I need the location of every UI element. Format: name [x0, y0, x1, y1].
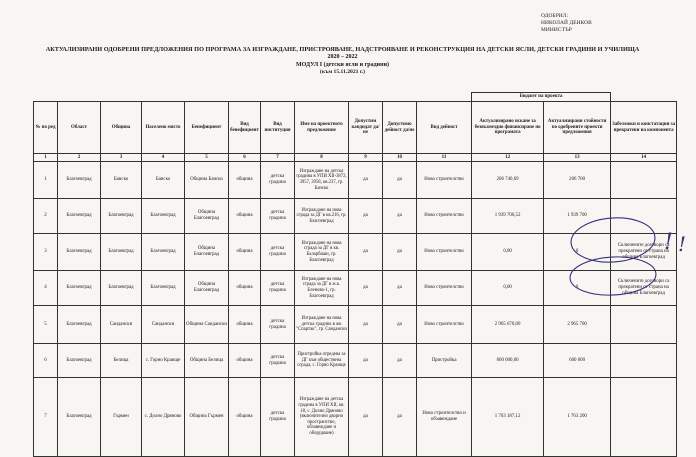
- exclamation-mark-row4: !: [678, 232, 687, 256]
- cell-region: Благоевград: [58, 378, 101, 457]
- cell-activity-type: Ново строителство: [417, 234, 472, 271]
- column-number: 1: [34, 154, 58, 162]
- cell-notes: Сключените договори са прекратени от страна на община Благоевград: [611, 234, 677, 271]
- cell-eligible-applicant: да: [349, 271, 383, 306]
- cell-beneficiary: Община Благоевград: [185, 234, 229, 271]
- column-header: Допустим кандидат да/не: [349, 102, 383, 154]
- column-number: 4: [142, 154, 185, 162]
- cell-institution-type: детска градина: [261, 306, 295, 344]
- cell-project-name: Изграждане на нова детска градина в жк "Спартак", гр. Сандански: [295, 306, 349, 344]
- document-module: МОДУЛ I (детски ясли и градини): [295, 61, 390, 68]
- cell-municipality: Банско: [101, 162, 142, 199]
- cell-settlement: Сандански: [142, 306, 185, 344]
- approval-label: ОДОБРИЛ:: [541, 13, 569, 19]
- cell-activity-type: Ново строителство: [417, 199, 472, 234]
- cell-region: Благоевград: [58, 162, 101, 199]
- cell-beneficiary: Община Благоевград: [185, 271, 229, 306]
- cell-eligible-activity: да: [383, 271, 417, 306]
- cell-eligible-applicant: да: [349, 344, 383, 378]
- column-number: 8: [295, 154, 349, 162]
- column-number: 6: [229, 154, 261, 162]
- cell-institution-type: детска градина: [261, 378, 295, 457]
- cell-beneficiary-type: община: [229, 378, 261, 457]
- cell-project-name: Изграждане на детска градина в УПИ XII-3872, 3957, 3958, кв.237, гр. Банско: [295, 162, 349, 199]
- document-period: 2020 – 2022: [327, 54, 358, 60]
- cell-activity-type: Пристройка: [417, 344, 472, 378]
- column-header: Забележки и констатации за прекратени на компонента: [611, 102, 677, 154]
- approver-position: МИНИСТЪР: [541, 27, 572, 34]
- cell-eligible-activity: да: [383, 344, 417, 378]
- cell-project-name: Изграждане на детска градина в УПИ XII, кв. 18, с. Долно Дряново (включително дворно пространство, обзавеждане и оборудване): [295, 378, 349, 457]
- exclamation-mark-row3: !: [664, 230, 673, 255]
- cell-row-number: 2: [34, 199, 58, 234]
- cell-eligible-activity: да: [383, 162, 417, 199]
- circle-annotation-row4: [569, 255, 657, 297]
- cell-municipality: Белица: [101, 344, 142, 378]
- cell-project-name: Изграждане на нова сграда за ДГ в ж.к. Еленово-1, гр. Благоевград: [295, 271, 349, 306]
- cell-settlement: Банско: [142, 162, 185, 199]
- cell-beneficiary-type: община: [229, 199, 261, 234]
- cell-beneficiary-type: община: [229, 306, 261, 344]
- column-number: 3: [101, 154, 142, 162]
- cell-eligible-activity: да: [383, 234, 417, 271]
- cell-institution-type: детска градина: [261, 234, 295, 271]
- cell-approved-value: 206 700: [544, 162, 611, 199]
- column-header: Допустимо дейност да/не: [383, 102, 417, 154]
- column-header: Актуализирано искане за безвъзмездно финансиране по програмата: [472, 102, 544, 154]
- cell-settlement: Благоевград: [142, 271, 185, 306]
- cell-institution-type: детска градина: [261, 162, 295, 199]
- cell-institution-type: детска градина: [261, 344, 295, 378]
- cell-municipality: Благоевград: [101, 234, 142, 271]
- column-header: Актуализирани стойности по одобрените проекти предложения: [544, 102, 611, 154]
- column-header: Вид дейност: [417, 102, 472, 154]
- cell-eligible-activity: да: [383, 306, 417, 344]
- cell-requested-funding: 2 965 670,00: [472, 306, 544, 344]
- column-header: Бенефициент: [185, 102, 229, 154]
- cell-municipality: Благоевград: [101, 199, 142, 234]
- cell-beneficiary: Община Гърмен: [185, 378, 229, 457]
- cell-project-name: Пристройка отредена за ДГ към обществена сграда, с. Горно Краище: [295, 344, 349, 378]
- column-header: Област: [58, 102, 101, 154]
- cell-approved-value: 2 965 700: [544, 306, 611, 344]
- cell-beneficiary: Община Благоевград: [185, 199, 229, 234]
- cell-requested-funding: 1 763 187,12: [472, 378, 544, 457]
- cell-requested-funding: 600 000,00: [472, 344, 544, 378]
- cell-municipality: Сандански: [101, 306, 142, 344]
- cell-beneficiary-type: община: [229, 271, 261, 306]
- column-number: 2: [58, 154, 101, 162]
- cell-region: Благоевград: [58, 344, 101, 378]
- cell-row-number: 7: [34, 378, 58, 457]
- cell-activity-type: Ново строителство: [417, 162, 472, 199]
- cell-row-number: 5: [34, 306, 58, 344]
- cell-approved-value: 600 000: [544, 344, 611, 378]
- column-number: 5: [185, 154, 229, 162]
- column-header: Вид бенефициент: [229, 102, 261, 154]
- cell-beneficiary-type: община: [229, 344, 261, 378]
- cell-approved-value: 0: [544, 271, 611, 306]
- cell-eligible-applicant: да: [349, 378, 383, 457]
- cell-notes: Сключените договори са прекратени от страна на община Благоевград: [611, 271, 677, 306]
- document-date: (към 15.11.2021 г.): [320, 69, 365, 75]
- cell-beneficiary: Община Банско: [185, 162, 229, 199]
- cell-institution-type: детска градина: [261, 271, 295, 306]
- approver-name: НИКОЛАЙ ДЕНКОВ: [541, 20, 592, 27]
- cell-region: Благоевград: [58, 271, 101, 306]
- cell-approved-value: 1 939 700: [544, 199, 611, 234]
- cell-eligible-activity: да: [383, 378, 417, 457]
- cell-project-name: Изграждане на нова сграда за ДГ в кв.216, гр. Благоевград: [295, 199, 349, 234]
- cell-requested-funding: 0,00: [472, 234, 544, 271]
- cell-settlement: с. Горно Краище: [142, 344, 185, 378]
- column-number: 13: [544, 154, 611, 162]
- cell-row-number: 1: [34, 162, 58, 199]
- cell-activity-type: Ново строителство: [417, 271, 472, 306]
- column-number: 7: [261, 154, 295, 162]
- cell-approved-value: 1 763 200: [544, 378, 611, 457]
- cell-activity-type: Ново строителство: [417, 306, 472, 344]
- document-title: АКТУАЛИЗИРАНИ ОДОБРЕНИ ПРЕДЛОЖЕНИЯ ПО ПРОГРАМА ЗА ИЗГРАЖДАНЕ, ПРИСТРОЯВАНЕ, НАДСТРОЯВАНЕ И РЕКОНСТРУКЦИЯ НА ДЕТСКИ ЯСЛИ, ДЕТСКИ ГРАДИНИ И УЧИЛИЩА: [45, 46, 640, 53]
- column-number: 9: [349, 154, 383, 162]
- column-header: Населено място: [142, 102, 185, 154]
- cell-eligible-applicant: да: [349, 162, 383, 199]
- column-header: Име на проектното предложение: [295, 102, 349, 154]
- column-number: 11: [417, 154, 472, 162]
- cell-municipality: Благоевград: [101, 271, 142, 306]
- cell-row-number: 4: [34, 271, 58, 306]
- column-header: Вид институция: [261, 102, 295, 154]
- budget-header: Бюджет на проекта: [472, 93, 611, 102]
- cell-project-name: Изграждане на нова сграда за ДГ в кв. Баларбаши, гр. Благоевград: [295, 234, 349, 271]
- cell-region: Благоевград: [58, 234, 101, 271]
- cell-eligible-applicant: да: [349, 306, 383, 344]
- cell-eligible-applicant: да: [349, 199, 383, 234]
- cell-settlement: Благоевград: [142, 234, 185, 271]
- cell-settlement: Благоевград: [142, 199, 185, 234]
- cell-region: Благоевград: [58, 306, 101, 344]
- cell-row-number: 3: [34, 234, 58, 271]
- column-header: № по ред: [34, 102, 58, 154]
- column-number: 14: [611, 154, 677, 162]
- cell-beneficiary: Община Белица: [185, 344, 229, 378]
- cell-activity-type: Ново строителство и обзавеждане: [417, 378, 472, 457]
- cell-approved-value: 0: [544, 234, 611, 271]
- column-header: Община: [101, 102, 142, 154]
- cell-region: Благоевград: [58, 199, 101, 234]
- cell-beneficiary: Община Сандански: [185, 306, 229, 344]
- cell-row-number: 6: [34, 344, 58, 378]
- cell-eligible-activity: да: [383, 199, 417, 234]
- cell-eligible-applicant: да: [349, 234, 383, 271]
- cell-municipality: Гърмен: [101, 378, 142, 457]
- cell-requested-funding: 0,00: [472, 271, 544, 306]
- cell-beneficiary-type: община: [229, 234, 261, 271]
- column-number: 12: [472, 154, 544, 162]
- cell-institution-type: детска градина: [261, 199, 295, 234]
- column-number: 10: [383, 154, 417, 162]
- cell-requested-funding: 1 939 700,52: [472, 199, 544, 234]
- cell-requested-funding: 206 740,69: [472, 162, 544, 199]
- cell-settlement: с. Долно Дряново: [142, 378, 185, 457]
- cell-beneficiary-type: община: [229, 162, 261, 199]
